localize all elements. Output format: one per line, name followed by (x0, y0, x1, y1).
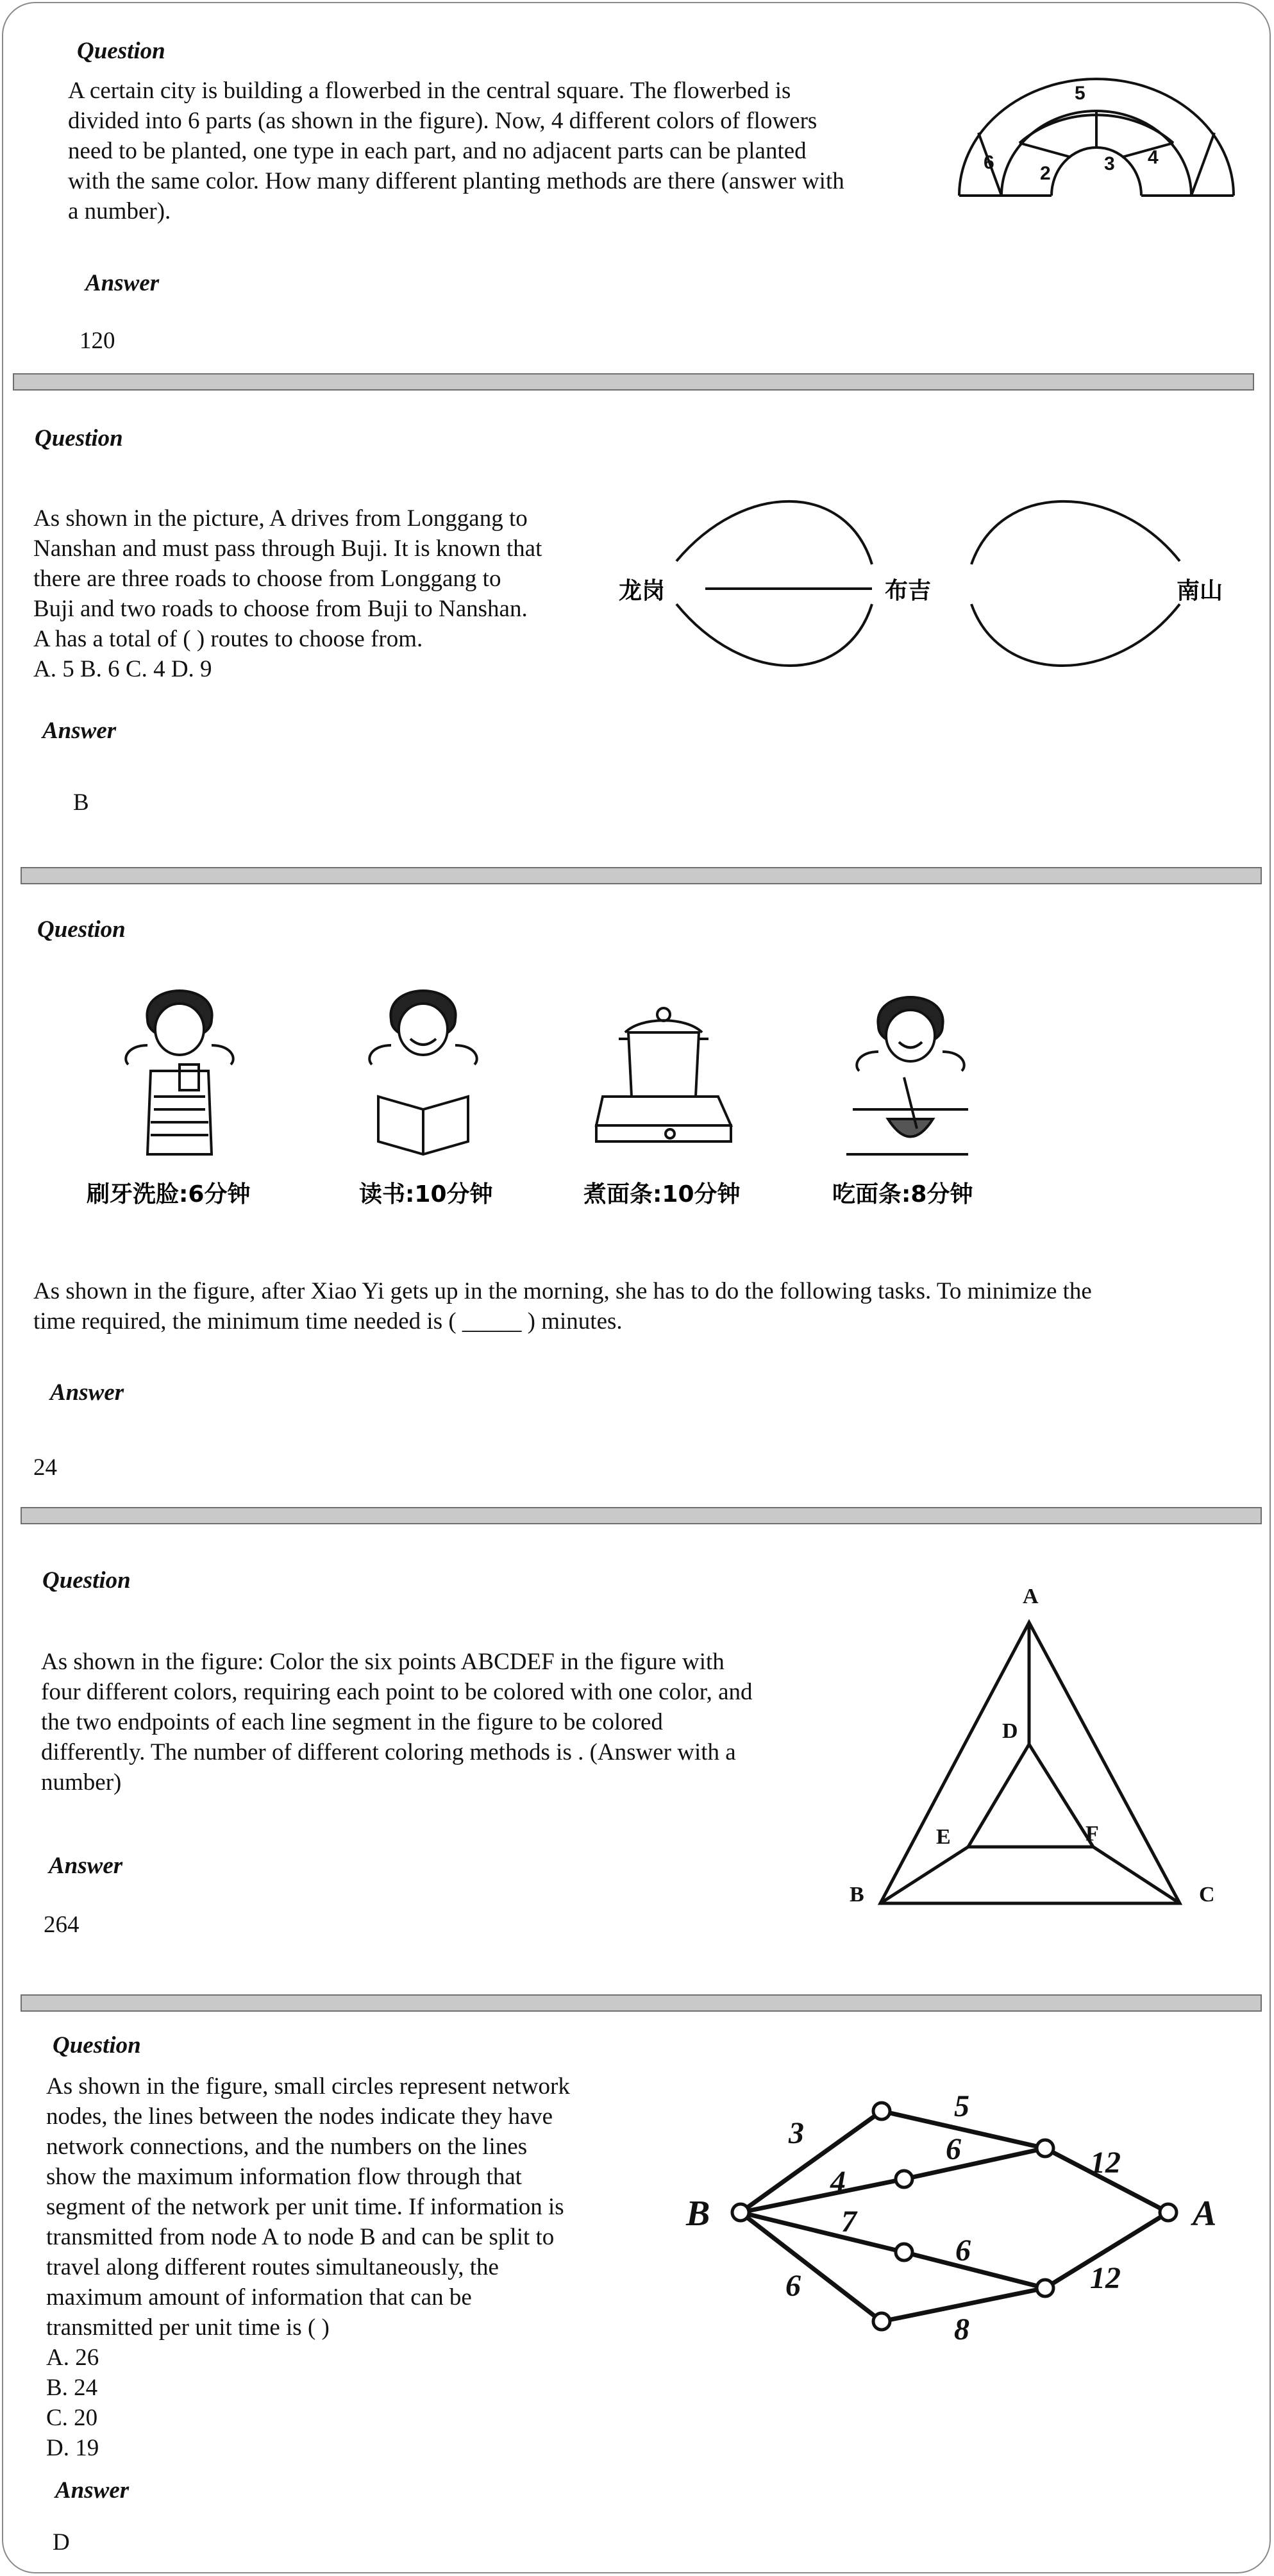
edge-label: 5 (954, 2089, 969, 2123)
question-text: As shown in the figure, small circles represent network nodes, the lines between the nodes indicate they have network connections, and the numbers on the lines show the maximum information flow through that segment of the network per unit time. If information is transmitted from node A to node B and can be split to travel along different routes simultaneously, the maximum amount of information that can be transmitted per unit time is ( ) A. 26 B. 24 C. 20 D. 19 (46, 2073, 570, 2461)
node-label-buji: 布吉 (885, 578, 932, 604)
question-label: Question (37, 916, 126, 943)
vertex-label-C: C (1199, 1883, 1215, 1907)
vertex-label-F: F (1085, 1822, 1099, 1846)
vertex-label-B: B (850, 1883, 864, 1907)
node-A-circle (1160, 2204, 1177, 2221)
region-label-3: 3 (1104, 153, 1115, 174)
question-label: Question (35, 425, 123, 451)
answer-value: D (53, 2529, 70, 2555)
edge-label: 7 (841, 2205, 857, 2239)
question-text: As shown in the figure: Color the six points ABCDEF in the figure with four different colors, requiring each point to be colored with one color, and the two endpoints of each line segment in the figure to be colored differently. The number of different coloring methods is . (Answer with a number) (41, 1649, 753, 1796)
region-label-2: 2 (1040, 163, 1051, 184)
triangle-coloring-figure (843, 1578, 1228, 1911)
answer-label: Answer (55, 2477, 130, 2504)
node-label-A: A (1193, 2194, 1217, 2234)
task-captions (77, 1175, 1039, 1213)
pot-on-stove-illustration (590, 988, 737, 1154)
vertex-label-D: D (1002, 1719, 1018, 1743)
answer-value: 120 (80, 328, 115, 354)
answer-label: Answer (49, 1853, 123, 1879)
network-flow-figure (673, 2084, 1250, 2353)
region-label-4: 4 (1148, 147, 1159, 168)
edge-label: 12 (1090, 2261, 1121, 2295)
edge-label: 4 (830, 2165, 846, 2199)
answer-value: 24 (33, 1454, 57, 1481)
question-label: Question (53, 2032, 141, 2058)
edge-label: 12 (1090, 2146, 1121, 2180)
girl-brushing-illustration (115, 975, 244, 1161)
question-text: As shown in the picture, A drives from Longgang to Nanshan and must pass through Buji. It is known that there are three roads to choose from Longgang to Buji and two roads to choose from Buji to Nanshan. A has a total of ( ) routes to choose from. A. 5 B. 6 C. 4 D. 9 (33, 505, 542, 682)
answer-value: B (73, 789, 89, 816)
node-circle (1037, 2280, 1053, 2296)
node-circle (873, 2103, 890, 2119)
flowerbed-figure (955, 74, 1237, 234)
answer-label: Answer (42, 718, 117, 744)
vertex-label-E: E (936, 1825, 951, 1849)
vertex-label-A: A (1023, 1585, 1039, 1608)
edge-label: 6 (785, 2269, 801, 2303)
node-label-nanshan: 南山 (1177, 578, 1223, 604)
node-label-longgang: 龙岗 (619, 578, 666, 604)
caption-cook-noodles: 煮面条:10分钟 (583, 1181, 741, 1208)
node-circle (896, 2244, 912, 2260)
question-label: Question (77, 38, 165, 64)
caption-eat-noodles: 吃面条:8分钟 (832, 1181, 973, 1208)
region-label-5: 5 (1075, 83, 1085, 104)
girl-eating-illustration (840, 981, 981, 1161)
caption-read-book: 读书:10分钟 (359, 1181, 493, 1208)
section-divider (21, 867, 1262, 884)
section-divider (21, 1507, 1262, 1524)
edge-label: 6 (946, 2132, 961, 2166)
region-label-6: 6 (984, 152, 994, 173)
section-divider (13, 373, 1254, 391)
edge-label: 6 (955, 2234, 971, 2268)
question-label: Question (42, 1567, 131, 1594)
node-B-circle (732, 2204, 749, 2221)
route-figure (616, 494, 1257, 673)
answer-label: Answer (85, 270, 160, 296)
answer-label: Answer (50, 1379, 124, 1406)
question-text: A certain city is building a flowerbed in the central square. The flowerbed is divided into 6 parts (as shown in the figure). Now, 4 different colors of flowers need to be planted, one type in each part, and no adjacent parts can be planted with the same color. How many different planting methods are there (answer with a number). (68, 78, 844, 224)
question-text: As shown in the figure, after Xiao Yi gets up in the morning, she has to do the following tasks. To minimize the time required, the minimum time needed is ( _____ ) minutes. (33, 1278, 1092, 1334)
node-label-B: B (686, 2194, 710, 2234)
section-divider (21, 1994, 1262, 2012)
caption-brush-teeth: 刷牙洗脸:6分钟 (87, 1181, 251, 1208)
node-circle (873, 2313, 890, 2330)
edge-label: 3 (789, 2116, 804, 2150)
edge-label: 8 (954, 2312, 969, 2346)
node-circle (896, 2171, 912, 2187)
answer-value: 264 (44, 1912, 80, 1938)
node-circle (1037, 2140, 1053, 2157)
girl-reading-illustration (353, 975, 494, 1161)
